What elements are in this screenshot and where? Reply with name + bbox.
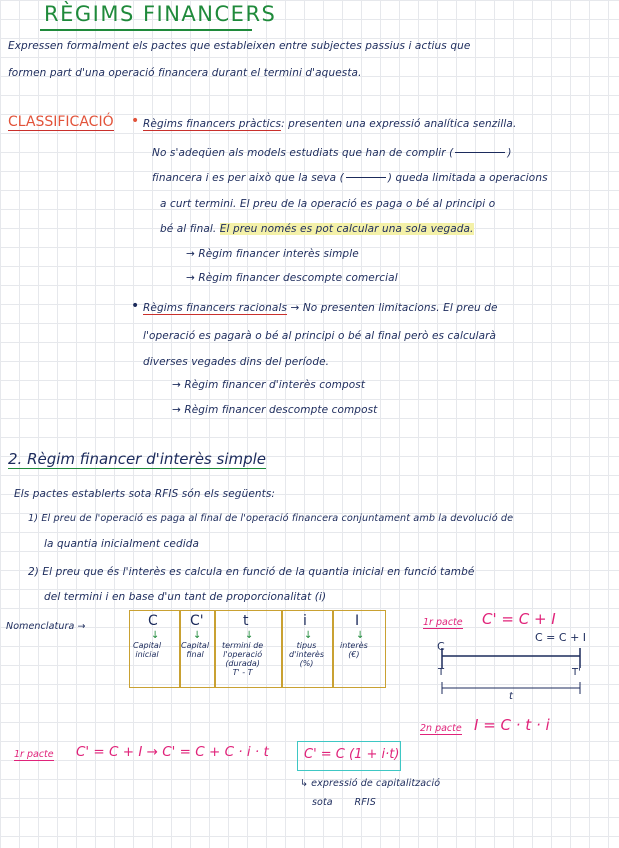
arrow-down-icon: ↓ (193, 630, 202, 641)
pact2-formula: I = C · t · i (474, 716, 550, 734)
pact2-label: 2n pacte (420, 723, 462, 734)
bullet-practical: • (131, 113, 140, 129)
practical-line-3: financera i es per això que la seva ( ) queda limitada a operacions (152, 172, 548, 184)
section2-intro: Els pactes establerts sota RFIS són els següents: (14, 488, 276, 500)
nomenclature-symbol-t: t (243, 613, 249, 629)
timeline-t: t (509, 691, 513, 702)
rational-line-3: diverses vegades dins del període. (143, 356, 330, 368)
rational-item-1: → Règim financer d'interès compost (172, 379, 366, 391)
pact1-text-2: la quantia inicialment cedida (44, 538, 200, 550)
rational-item-2: → Règim financer descompte compost (172, 404, 378, 416)
timeline-Tprime: T' (572, 667, 581, 678)
timeline-left-label: C (437, 640, 445, 653)
nomenclature-symbol-Cprime: C' (190, 613, 204, 629)
nomenclature-desc-Cprime: Capital final (181, 641, 210, 659)
practical-line-4: a curt termini. El preu de la operació es paga o bé al principi o (160, 198, 496, 210)
nomenclature-desc-I: interès (€) (340, 641, 368, 659)
final-label: 1r pacte (14, 749, 54, 760)
nomenclature-symbol-C: C (148, 613, 158, 629)
nomenclature-desc-i: tipus d'interès (%) (289, 641, 325, 668)
rational-term: Règims financers racionals (143, 302, 288, 314)
classification-heading: CLASSIFICACIÓ (8, 114, 114, 130)
nomenclature-desc-C: Capital inicial (133, 641, 162, 659)
intro-line-1: Expressen formalment els pactes que estableixen entre subjectes passius i actius que (8, 40, 471, 52)
arrow-down-icon: ↓ (304, 630, 313, 641)
pact2-text-2: del termini i en base d'un tant de proporcionalitat (i) (44, 591, 327, 603)
timeline-right-label: C = C + I (535, 631, 587, 644)
nomenclature-desc-t: termini de l'operació (durada) T' - T (222, 641, 264, 677)
bullet-rational: • (131, 298, 140, 314)
highlighted-text: El preu només es pot calcular una sola vegada. (219, 223, 474, 235)
boxed-formula: C' = C (1 + i·t) (304, 747, 400, 762)
practical-item-2: → Règim financer descompte comercial (186, 272, 398, 284)
arrow-down-icon: ↓ (245, 630, 254, 641)
nomenclature-symbol-I: I (355, 613, 360, 629)
practical-line-2: No s'adeqüen als models estudiats que han de complir ( ) (152, 147, 512, 159)
practical-item-1: → Règim financer interès simple (186, 248, 359, 260)
rational-line-2: l'operació es pagarà o bé al principi o bé al final però es calcularà (143, 330, 497, 342)
timeline-T: T (438, 667, 445, 678)
pact1-label: 1r pacte (423, 617, 463, 628)
pact1-text-1: 1) El preu de l'operació es paga al final de l'operació financera conjuntament amb la devolució de (28, 513, 514, 524)
practical-term: Règims financers pràctics (143, 118, 282, 130)
note-line-1: ↳ expressió de capitalització (300, 778, 441, 789)
arrow-down-icon: ↓ (356, 630, 365, 641)
practical-line-1: Règims financers pràctics: presenten una expressió analítica senzilla. (143, 118, 517, 130)
nomenclature-label: Nomenclatura → (6, 621, 86, 632)
nomenclature-symbol-i: i (303, 613, 307, 629)
pact1-formula: C' = C + I (482, 610, 556, 628)
rational-line-1: Règims financers racionals → No presenten limitacions. El preu de (143, 302, 498, 314)
section2-heading: 2. Règim financer d'interès simple (8, 450, 267, 468)
page-title: RÈGIMS FINANCERS (44, 2, 277, 26)
note-line-2: sota RFIS (312, 797, 376, 808)
arrow-down-icon: ↓ (151, 630, 160, 641)
pact2-text-1: 2) El preu que és l'interès es calcula en funció de la quantia inicial en funció també (28, 566, 475, 578)
practical-line-5: bé al final. El preu només es pot calcular una sola vegada. (160, 223, 474, 235)
final-formula: C' = C + I → C' = C + C · i · t (76, 744, 269, 760)
intro-line-2: formen part d'una operació financera durant el termini d'aquesta. (8, 67, 362, 79)
